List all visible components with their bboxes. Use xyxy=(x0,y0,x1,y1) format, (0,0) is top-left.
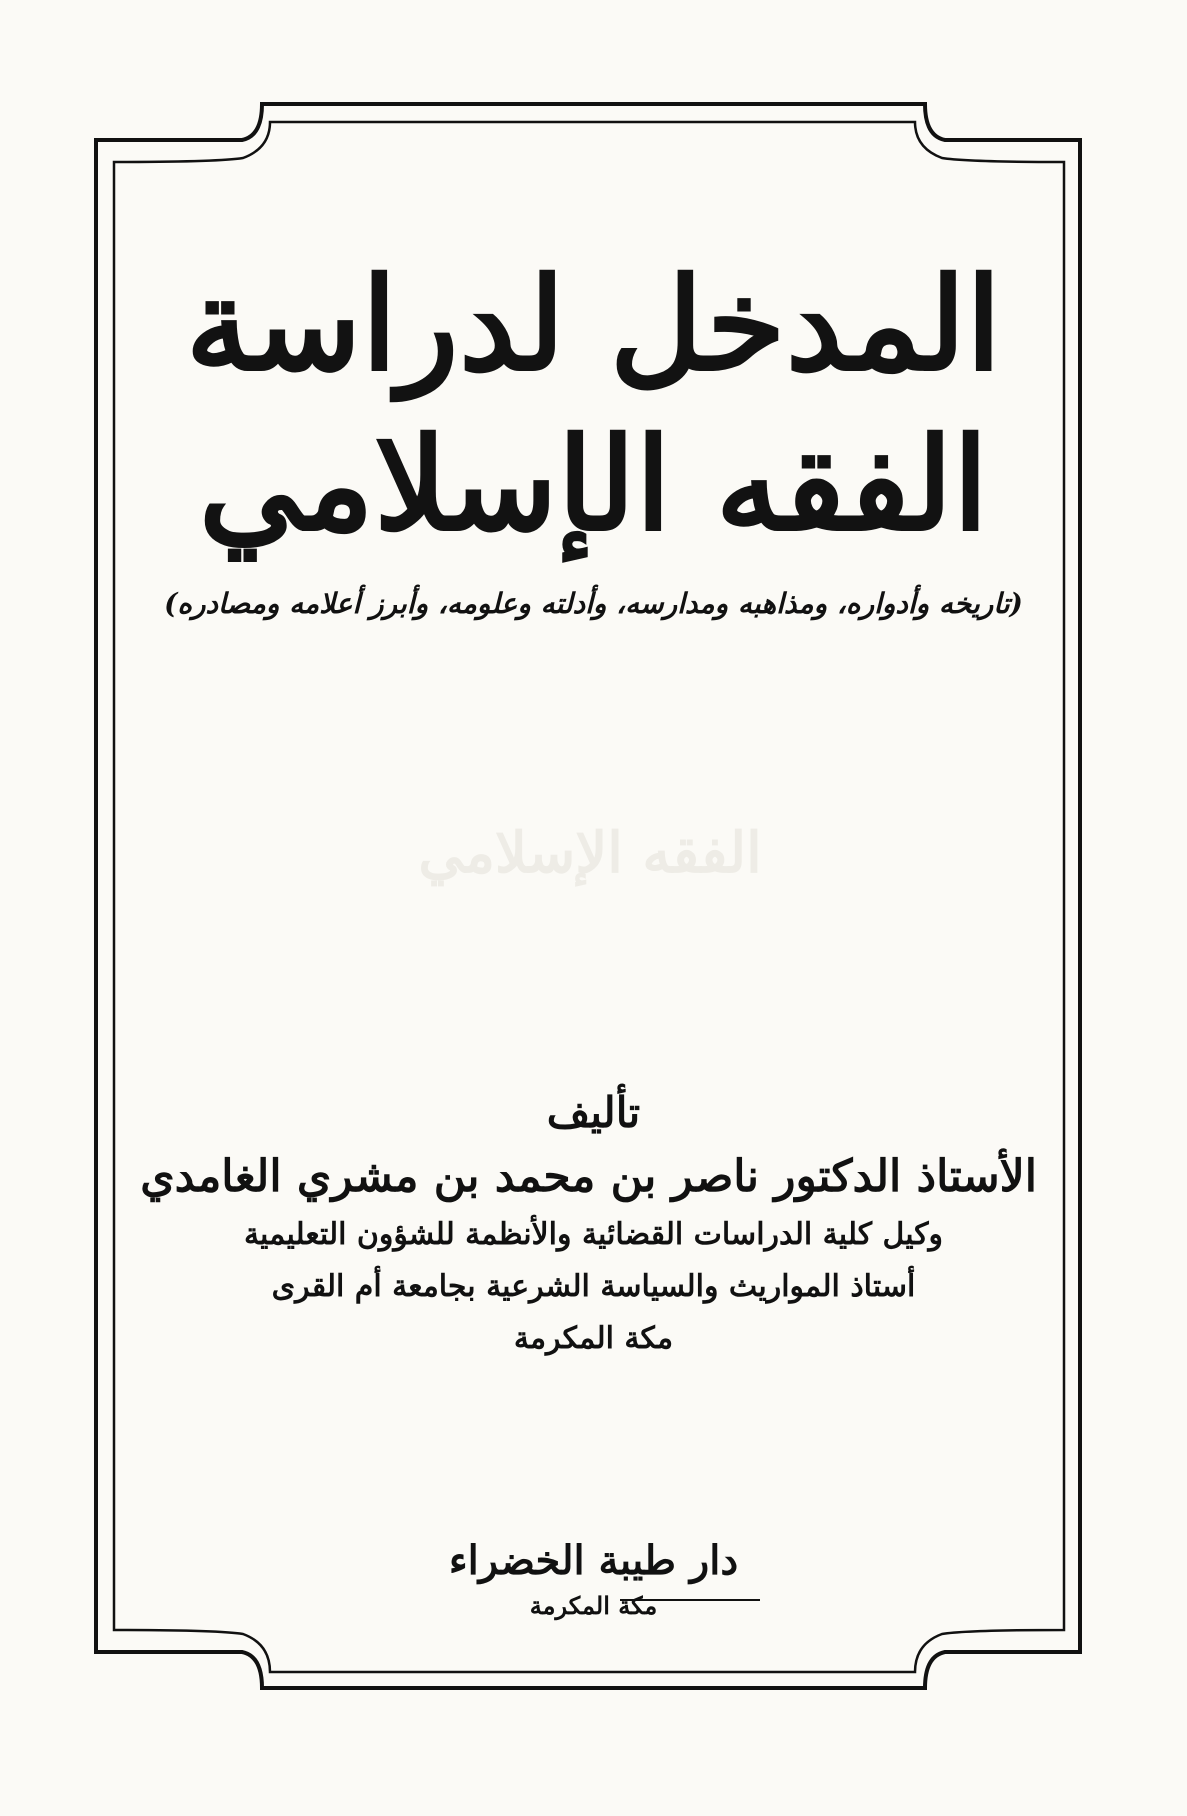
title-block xyxy=(150,200,1037,620)
authorship-label: تأليف xyxy=(546,1088,641,1137)
author-role-2: أستاذ المواريث والسياسة الشرعية بجامعة أم القرى xyxy=(271,1269,916,1304)
publisher-name: دار طيبة الخضراء xyxy=(448,1537,739,1584)
author-name: الأستاذ الدكتور ناصر بن محمد بن مشري الغامدي xyxy=(140,1151,1037,1202)
book-title-line-2: الفقه الإسلامي xyxy=(198,410,989,560)
author-city: مكة المكرمة xyxy=(513,1321,674,1356)
book-title-line-1: المدخل لدراسة xyxy=(185,250,1002,400)
publisher-city: مكة المكرمة xyxy=(529,1591,658,1620)
author-role-1: وكيل كلية الدراسات القضائية والأنظمة للشؤون التعليمية xyxy=(243,1217,944,1252)
publisher-logo xyxy=(150,1535,1037,1623)
bleed-through-text: الفقه الإسلامي xyxy=(418,820,762,886)
author-block xyxy=(140,1085,1037,1365)
book-subtitle: (تاريخه وأدواره، ومذاهبه ومدارسه، وأدلته وعلومه، وأبرز أعلامه ومصادره) xyxy=(164,587,1023,620)
